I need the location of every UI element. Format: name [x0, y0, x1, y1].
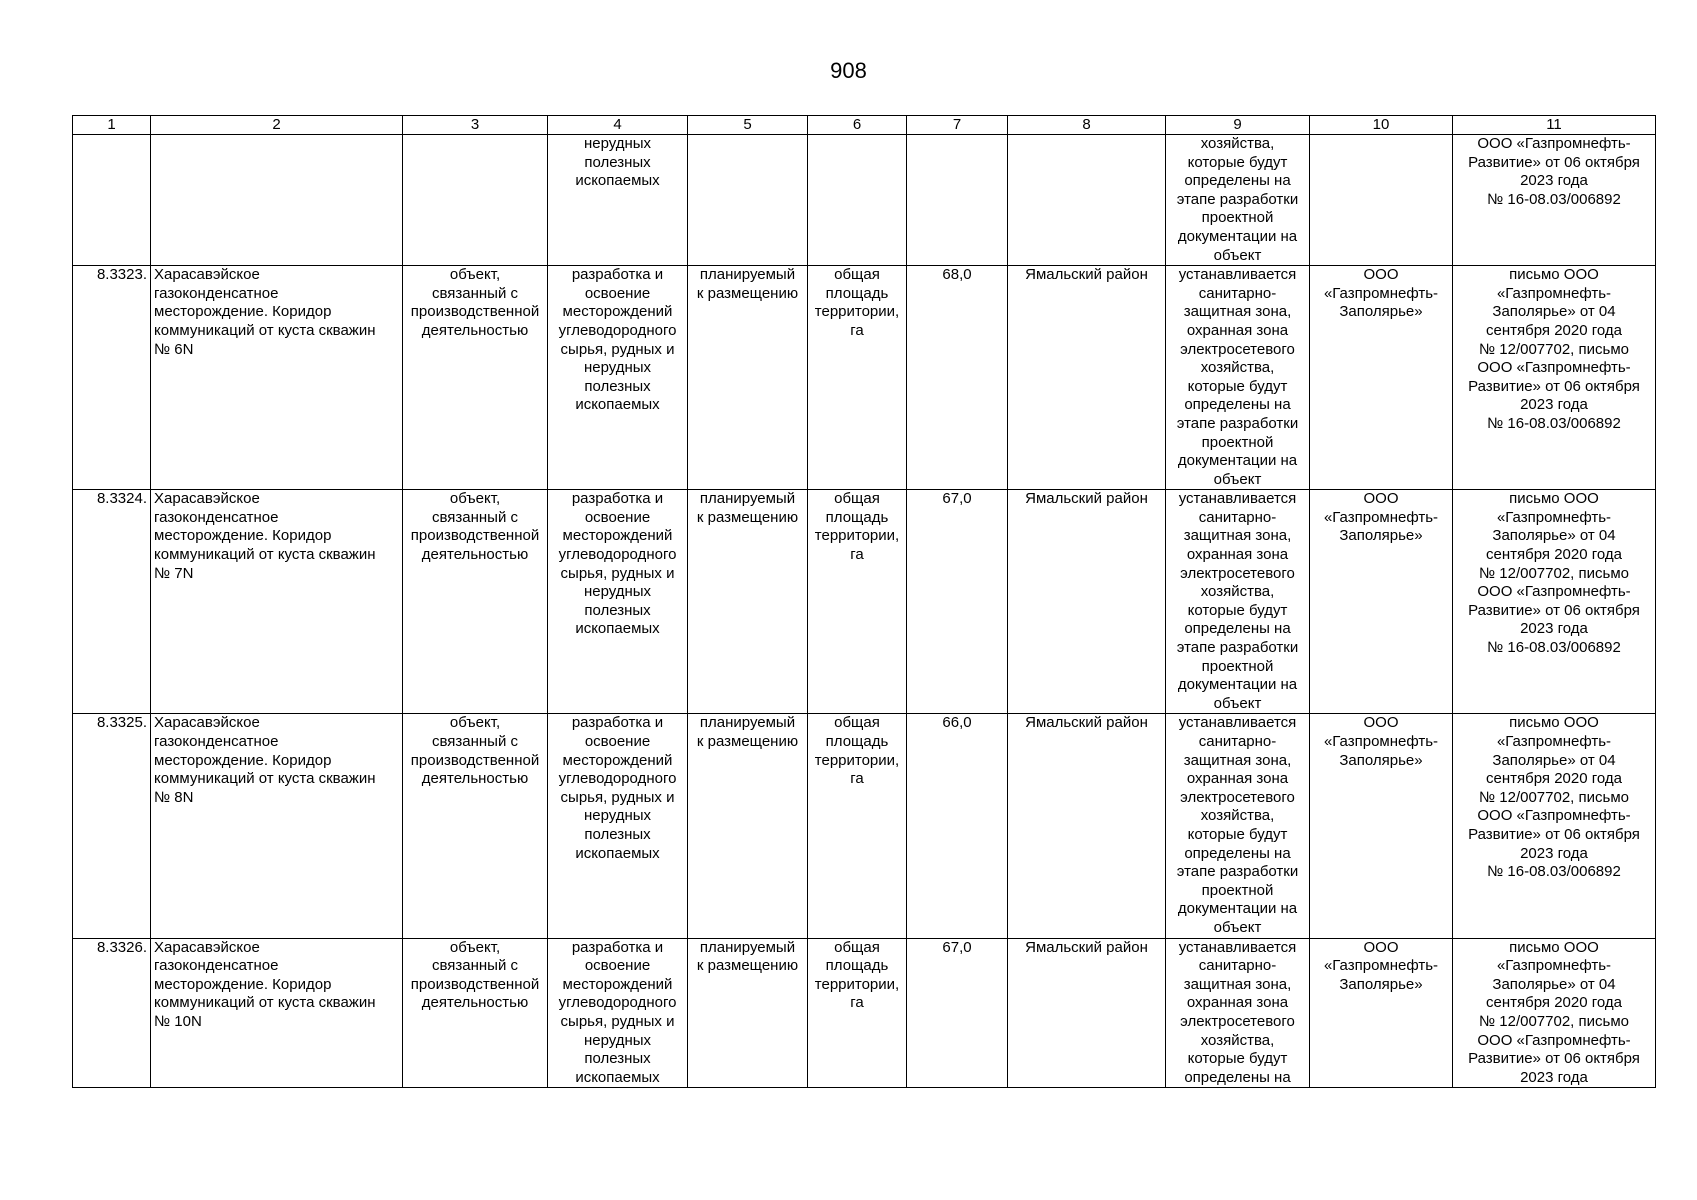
- cell-parameter: общая площадь территории, га: [808, 938, 907, 1088]
- cell-number: 8.3325.: [73, 714, 151, 938]
- column-header: 1: [73, 116, 151, 135]
- cell-parameter: общая площадь территории, га: [808, 266, 907, 490]
- cell-name: Харасавэйское газоконденсатное месторождение. Коридор коммуникаций от куста скважин № 10N: [151, 938, 403, 1088]
- cell-value: 66,0: [907, 714, 1008, 938]
- cell-organization: ООО «Газпромнефть- Заполярье»: [1310, 938, 1453, 1088]
- cell-kind: объект, связанный с производственной деятельностью: [403, 490, 548, 714]
- cell-status: планируемый к размещению: [688, 490, 808, 714]
- cell-kind: объект, связанный с производственной деятельностью: [403, 266, 548, 490]
- cell-value: 67,0: [907, 938, 1008, 1088]
- cell-kind: объект, связанный с производственной деятельностью: [403, 938, 548, 1088]
- cell-basis: письмо ООО «Газпромнефть- Заполярье» от 04 сентября 2020 года № 12/007702, письмо ООО «Газпромнефть- Развитие» от 06 октября 2023 года: [1453, 938, 1656, 1088]
- cell-empty: [688, 135, 808, 266]
- cell-value: 68,0: [907, 266, 1008, 490]
- column-header: 7: [907, 116, 1008, 135]
- cell-zones: устанавливается санитарно- защитная зона, охранная зона электросетевого хозяйства, которые будут определены на этапе разработки проектной документации на объект: [1166, 714, 1310, 938]
- cell-parameter: общая площадь территории, га: [808, 490, 907, 714]
- table-row: [73, 714, 1656, 938]
- column-header: 10: [1310, 116, 1453, 135]
- cell-basis: письмо ООО «Газпромнефть- Заполярье» от 04 сентября 2020 года № 12/007702, письмо ООО «Газпромнефть- Развитие» от 06 октября 2023 года № 16-08.03/006892: [1453, 266, 1656, 490]
- cell-status: планируемый к размещению: [688, 266, 808, 490]
- cell-purpose: разработка и освоение месторождений углеводородного сырья, рудных и нерудных полезных ископаемых: [548, 714, 688, 938]
- cell-empty: [151, 135, 403, 266]
- objects-table: [72, 115, 1656, 1088]
- cell-purpose: разработка и освоение месторождений углеводородного сырья, рудных и нерудных полезных ископаемых: [548, 938, 688, 1088]
- cell-zones: хозяйства, которые будут определены на этапе разработки проектной документации на объект: [1166, 135, 1310, 266]
- cell-number: 8.3324.: [73, 490, 151, 714]
- cell-basis: ООО «Газпромнефть- Развитие» от 06 октября 2023 года № 16-08.03/006892: [1453, 135, 1656, 266]
- cell-purpose: нерудных полезных ископаемых: [548, 135, 688, 266]
- cell-parameter: общая площадь территории, га: [808, 714, 907, 938]
- cell-location: Ямальский район: [1008, 490, 1166, 714]
- table-row: [73, 490, 1656, 714]
- cell-purpose: разработка и освоение месторождений углеводородного сырья, рудных и нерудных полезных ископаемых: [548, 266, 688, 490]
- column-header: 2: [151, 116, 403, 135]
- cell-zones: устанавливается санитарно- защитная зона, охранная зона электросетевого хозяйства, которые будут определены на этапе разработки проектной документации на объект: [1166, 266, 1310, 490]
- column-header: 8: [1008, 116, 1166, 135]
- cell-basis: письмо ООО «Газпромнефть- Заполярье» от 04 сентября 2020 года № 12/007702, письмо ООО «Газпромнефть- Развитие» от 06 октября 2023 года № 16-08.03/006892: [1453, 490, 1656, 714]
- table-row: [73, 266, 1656, 490]
- column-header: 4: [548, 116, 688, 135]
- column-header: 3: [403, 116, 548, 135]
- cell-name: Харасавэйское газоконденсатное месторождение. Коридор коммуникаций от куста скважин № 8N: [151, 714, 403, 938]
- cell-empty: [1008, 135, 1166, 266]
- cell-kind: объект, связанный с производственной деятельностью: [403, 714, 548, 938]
- column-header: 6: [808, 116, 907, 135]
- cell-basis: письмо ООО «Газпромнефть- Заполярье» от 04 сентября 2020 года № 12/007702, письмо ООО «Газпромнефть- Развитие» от 06 октября 2023 года № 16-08.03/006892: [1453, 714, 1656, 938]
- column-header: 11: [1453, 116, 1656, 135]
- cell-value: 67,0: [907, 490, 1008, 714]
- column-header: 5: [688, 116, 808, 135]
- cell-status: планируемый к размещению: [688, 714, 808, 938]
- cell-organization: ООО «Газпромнефть- Заполярье»: [1310, 714, 1453, 938]
- cell-number: 8.3323.: [73, 266, 151, 490]
- cell-number: 8.3326.: [73, 938, 151, 1088]
- page-number: 908: [830, 58, 867, 83]
- cell-zones: устанавливается санитарно- защитная зона, охранная зона электросетевого хозяйства, которые будут определены на этапе разработки проектной документации на объект: [1166, 490, 1310, 714]
- cell-status: планируемый к размещению: [688, 938, 808, 1088]
- cell-empty: [907, 135, 1008, 266]
- cell-empty: [73, 135, 151, 266]
- cell-organization: ООО «Газпромнефть- Заполярье»: [1310, 490, 1453, 714]
- cell-name: Харасавэйское газоконденсатное месторождение. Коридор коммуникаций от куста скважин № 6N: [151, 266, 403, 490]
- header-row: [73, 116, 1656, 135]
- cell-empty: [403, 135, 548, 266]
- table-row-continuation: [73, 135, 1656, 266]
- cell-empty: [808, 135, 907, 266]
- cell-organization: ООО «Газпромнефть- Заполярье»: [1310, 266, 1453, 490]
- table-row: [73, 938, 1656, 1088]
- column-header: 9: [1166, 116, 1310, 135]
- cell-location: Ямальский район: [1008, 938, 1166, 1088]
- cell-name: Харасавэйское газоконденсатное месторождение. Коридор коммуникаций от куста скважин № 7N: [151, 490, 403, 714]
- cell-purpose: разработка и освоение месторождений углеводородного сырья, рудных и нерудных полезных ископаемых: [548, 490, 688, 714]
- cell-location: Ямальский район: [1008, 714, 1166, 938]
- cell-zones: устанавливается санитарно- защитная зона, охранная зона электросетевого хозяйства, которые будут определены на: [1166, 938, 1310, 1088]
- cell-empty: [1310, 135, 1453, 266]
- cell-location: Ямальский район: [1008, 266, 1166, 490]
